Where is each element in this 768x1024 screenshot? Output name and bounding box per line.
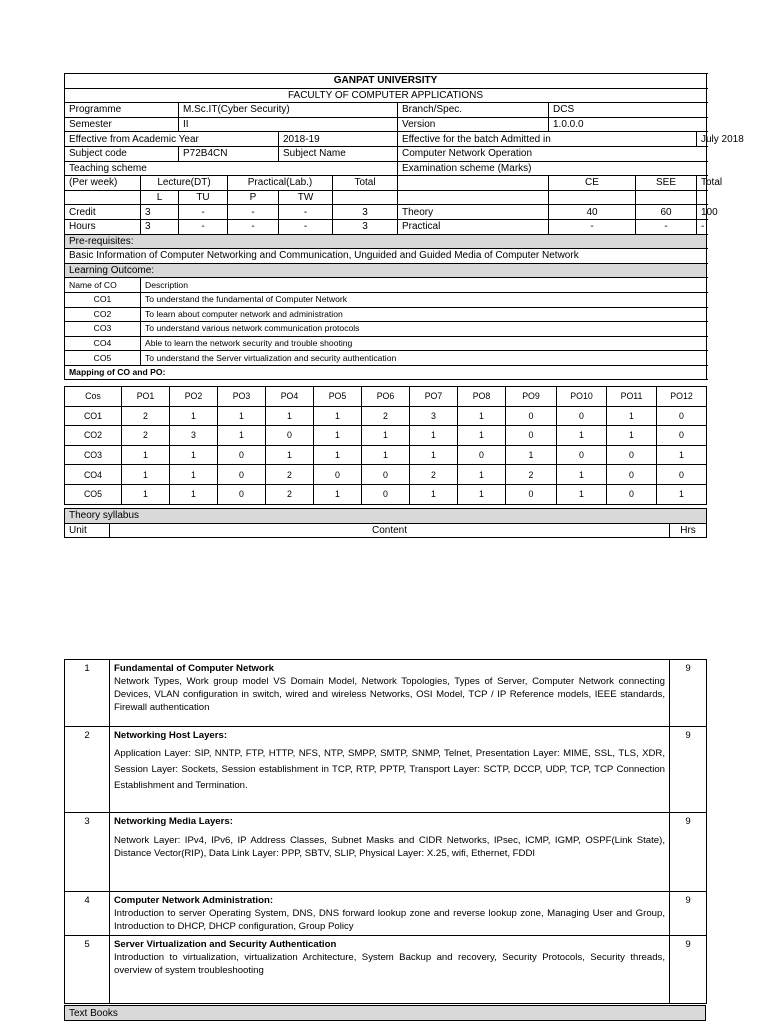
tu-header: TU [179,190,228,205]
co-name: CO2 [65,307,141,322]
mapping-value: 0 [557,406,607,426]
blank-cell [65,190,141,205]
unit-hrs: 9 [670,660,707,727]
mapping-value: 1 [314,406,362,426]
mapping-row [65,426,707,446]
unit-row [65,813,707,892]
unit-hrs: 9 [670,892,707,936]
unit-header: Unit [65,523,110,538]
mapping-header-cell: PO10 [557,387,607,407]
mapping-co-label: CO1 [65,406,122,426]
co-name: CO1 [65,292,141,307]
mapping-value: 1 [410,484,458,504]
mapping-value: 1 [607,406,657,426]
mapping-value: 1 [458,426,506,446]
theory-see: 60 [636,205,697,220]
hours-label: Hours [65,219,141,234]
unit-content [110,892,670,936]
mapping-value: 1 [506,445,557,465]
unit-title: Computer Network Administration: [114,895,274,906]
hours-l: 3 [141,219,179,234]
faculty-title: FACULTY OF COMPUTER APPLICATIONS [65,88,707,103]
mapping-row [65,465,707,485]
mapping-value: 0 [506,426,557,446]
unit-content [110,727,670,813]
outcome-title: Learning Outcome: [65,263,707,278]
textbooks-table [64,1005,706,1021]
mapping-header-cell: PO9 [506,387,557,407]
practical-exam-ce: - [549,219,636,234]
mapping-header-cell: PO11 [607,387,657,407]
semester-label: Semester [65,117,179,132]
mapping-header-cell: PO3 [218,387,266,407]
batch-value: July 2018 [697,132,707,147]
effective-year-label: Effective from Academic Year [65,132,279,147]
credit-tu: - [179,205,228,220]
co-description: Able to learn the network security and trouble shooting [141,336,707,351]
hours-tw: - [279,219,333,234]
mapping-co-label: CO5 [65,484,122,504]
mapping-value: 1 [170,406,218,426]
subject-code-value: P72B4CN [179,146,279,161]
mapping-value: 1 [170,465,218,485]
mapping-value: 0 [218,445,266,465]
mapping-value: 1 [170,445,218,465]
unit-title: Networking Host Layers: [114,730,228,741]
mapping-value: 1 [314,426,362,446]
mapping-value: 1 [122,465,170,485]
mapping-value: 2 [410,465,458,485]
hours-total: 3 [333,219,398,234]
co-po-mapping-table [64,386,707,505]
unit-content [110,813,670,892]
subject-name-value: Computer Network Operation [398,146,707,161]
mapping-row [65,484,707,504]
exam-scheme-title: Examination scheme (Marks) [398,161,707,176]
mapping-value: 1 [410,426,458,446]
mapping-header-cell: PO1 [122,387,170,407]
mapping-value: 3 [410,406,458,426]
branch-value: DCS [549,103,707,118]
ce-header: CE [549,176,636,191]
mapping-value: 1 [122,484,170,504]
co-description: To learn about computer network and administration [141,307,707,322]
mapping-value: 0 [506,406,557,426]
mapping-value: 0 [657,465,707,485]
unit-number: 5 [65,936,110,1004]
mapping-value: 0 [607,484,657,504]
mapping-value: 1 [410,445,458,465]
unit-text: Network Layer: IPv4, IPv6, IP Address Classes, Subnet Masks and CIDR Networks, IPsec, ICMP, IGMP, OSPF(Link State), Distance Vector(RIP), Data Link Layer: PPP, SBTV, SLIP, Physical Layer: X.25, wifi, Ethernet, FDDI [114,835,665,859]
blank-cell [636,190,697,205]
mapping-value: 0 [218,484,266,504]
syllabus-units-table [64,659,707,1004]
mapping-value: 1 [362,426,410,446]
mapping-value: 1 [266,445,314,465]
mapping-header-cell: Cos [65,387,122,407]
effective-year-value: 2018-19 [279,132,398,147]
mapping-header-row [65,387,707,407]
course-info-table [64,73,744,380]
mapping-co-label: CO3 [65,445,122,465]
per-week-label: (Per week) [65,176,141,191]
content-header: Content [110,523,670,538]
mapping-value: 1 [458,406,506,426]
mapping-value: 0 [362,465,410,485]
mapping-value: 2 [266,484,314,504]
practical-exam-label: Practical [398,219,549,234]
mapping-value: 0 [607,465,657,485]
mapping-value: 1 [557,484,607,504]
credit-p: - [228,205,279,220]
theory-syllabus-title: Theory syllabus [65,509,707,524]
mapping-value: 2 [362,406,410,426]
unit-content [110,936,670,1004]
syllabus-header-table [64,508,707,538]
version-label: Version [398,117,549,132]
subject-name-label: Subject Name [279,146,398,161]
exam-blank [398,176,549,191]
theory-ce: 40 [549,205,636,220]
subject-code-label: Subject code [65,146,179,161]
unit-row [65,936,707,1004]
p-header: P [228,190,279,205]
unit-title: Networking Media Layers: [114,816,233,827]
unit-text: Introduction to virtualization, virtualization Architecture, System Backup and recovery, Security Protocols, Security threads, overview of system troubleshooting [114,952,665,976]
unit-row [65,892,707,936]
mapping-value: 1 [314,484,362,504]
mapping-value: 0 [362,484,410,504]
mapping-value: 0 [657,406,707,426]
unit-title: Fundamental of Computer Network [114,663,274,674]
unit-content [110,660,670,727]
mapping-value: 2 [266,465,314,485]
see-header: SEE [636,176,697,191]
co-name: CO5 [65,351,141,366]
blank-cell [549,190,636,205]
mapping-value: 1 [266,406,314,426]
unit-text: Application Layer: SIP, NNTP, FTP, HTTP, NFS, NTP, SMPP, SMTP, SNMP, Telnet, Presentation Layer: MIME, SSL, TLS, XDR, Session Layer: Sockets, Session establishment in TCP, RTP, PPTP, Transport Layer: SCTP, DCCP, UDP, TCP, TCP Connection Establishment and Termination. [114,748,665,791]
credit-tw: - [279,205,333,220]
branch-label: Branch/Spec. [398,103,549,118]
unit-hrs: 9 [670,813,707,892]
mapping-value: 0 [458,445,506,465]
unit-text: Introduction to server Operating System, DNS, DNS forward lookup zone and reverse lookup zone, Managing User and Group, Introduction to DHCP, DHCP configuration, Group Policy [114,908,665,932]
mapping-value: 1 [170,484,218,504]
hrs-header: Hrs [670,523,707,538]
co-name: CO4 [65,336,141,351]
unit-number: 4 [65,892,110,936]
prereq-text: Basic Information of Computer Networking and Communication, Unguided and Guided Media of Computer Network [65,249,707,264]
unit-number: 3 [65,813,110,892]
credit-label: Credit [65,205,141,220]
unit-hrs: 9 [670,936,707,1004]
co-name-header: Name of CO [65,278,141,293]
practical-header: Practical(Lab.) [228,176,333,191]
blank-cell [697,190,707,205]
mapping-value: 1 [314,445,362,465]
mapping-value: 1 [458,465,506,485]
mapping-value: 0 [557,445,607,465]
mapping-value: 3 [170,426,218,446]
batch-label: Effective for the batch Admitted in [398,132,697,147]
mapping-value: 1 [657,484,707,504]
mapping-value: 0 [657,426,707,446]
tw-header: TW [279,190,333,205]
unit-number: 2 [65,727,110,813]
unit-hrs: 9 [670,727,707,813]
mapping-header-cell: PO5 [314,387,362,407]
mapping-value: 1 [557,465,607,485]
mapping-title: Mapping of CO and PO: [65,365,707,380]
mapping-value: 2 [506,465,557,485]
mapping-value: 1 [458,484,506,504]
teaching-total-header: Total [333,176,398,191]
mapping-header-cell: PO8 [458,387,506,407]
mapping-header-cell: PO12 [657,387,707,407]
blank-cell [398,190,549,205]
co-description: To understand the fundamental of Computer Network [141,292,707,307]
mapping-value: 0 [314,465,362,485]
mapping-value: 1 [218,406,266,426]
mapping-header-cell: PO6 [362,387,410,407]
unit-title: Server Virtualization and Security Authentication [114,939,337,950]
mapping-value: 0 [607,445,657,465]
mapping-row [65,406,707,426]
mapping-value: 0 [266,426,314,446]
programme-label: Programme [65,103,179,118]
co-description: To understand the Server virtualization and security authentication [141,351,707,366]
mapping-value: 1 [557,426,607,446]
mapping-header-cell: PO7 [410,387,458,407]
blank-cell [333,190,398,205]
practical-exam-see: - [636,219,697,234]
practical-exam-total: - [697,219,707,234]
mapping-header-cell: PO4 [266,387,314,407]
mapping-value: 1 [657,445,707,465]
version-value: 1.0.0.0 [549,117,707,132]
co-desc-header: Description [141,278,707,293]
co-name: CO3 [65,322,141,337]
exam-total-header: Total [697,176,707,191]
unit-number: 1 [65,660,110,727]
mapping-value: 1 [218,426,266,446]
programme-value: M.Sc.IT(Cyber Security) [179,103,398,118]
mapping-co-label: CO4 [65,465,122,485]
theory-total: 100 [697,205,707,220]
mapping-value: 1 [122,445,170,465]
mapping-value: 2 [122,426,170,446]
mapping-value: 0 [506,484,557,504]
co-description: To understand various network communication protocols [141,322,707,337]
textbooks-title: Text Books [65,1006,706,1021]
theory-label: Theory [398,205,549,220]
mapping-value: 2 [122,406,170,426]
credit-l: 3 [141,205,179,220]
lecture-header: Lecture(DT) [141,176,228,191]
mapping-value: 1 [362,445,410,465]
unit-row [65,727,707,813]
prereq-title: Pre-requisites: [65,234,707,249]
unit-row [65,660,707,727]
mapping-value: 1 [607,426,657,446]
unit-text: Network Types, Work group model VS Domain Model, Network Topologies, Types of Server, Computer Network connecting Devices, VLAN configuration in switch, wired and wireless Networks, OSI Model, TCP / IP Reference models, IEEE standards, Firewall authentication [114,676,665,713]
teaching-scheme-title: Teaching scheme [65,161,398,176]
mapping-header-cell: PO2 [170,387,218,407]
mapping-value: 0 [218,465,266,485]
university-title: GANPAT UNIVERSITY [65,74,707,89]
mapping-co-label: CO2 [65,426,122,446]
hours-p: - [228,219,279,234]
mapping-row [65,445,707,465]
l-header: L [141,190,179,205]
credit-total: 3 [333,205,398,220]
hours-tu: - [179,219,228,234]
semester-value: II [179,117,398,132]
